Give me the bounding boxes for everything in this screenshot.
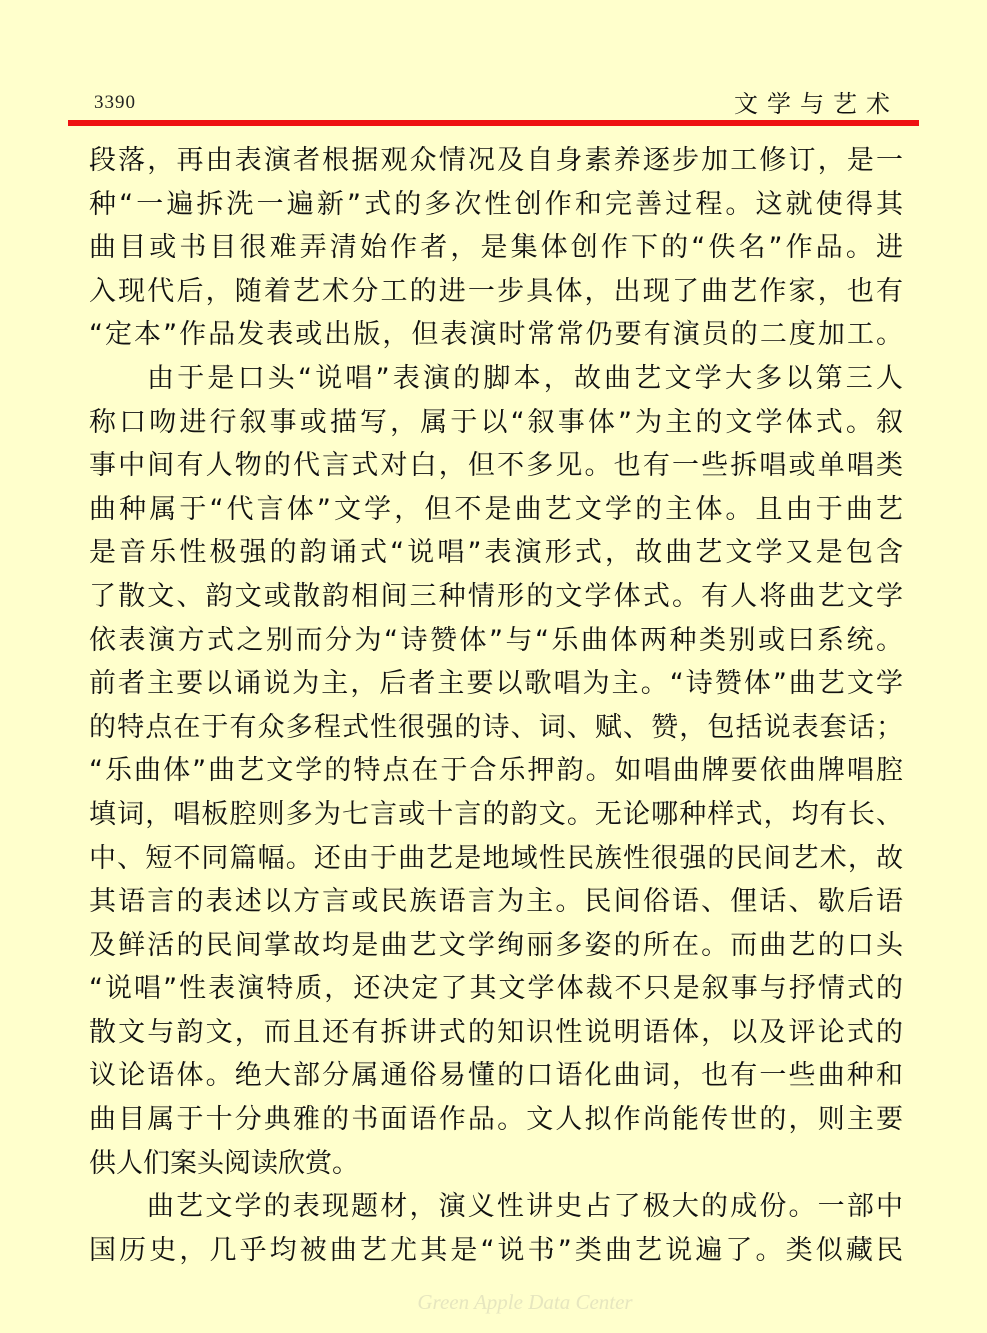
text-line: 散文与韵文，而且还有拆讲式的知识性说明语体，以及评论式的 [89,1016,903,1048]
text-line: 中、短不同篇幅。还由于曲艺是地域性民族性很强的民间艺术，故 [89,842,903,874]
page-number: 3390 [94,92,136,113]
text-line: “乐曲体”曲艺文学的特点在于合乐押韵。如唱曲牌要依曲牌唱腔 [89,755,903,787]
watermark: Green Apple Data Center [417,1290,633,1314]
text-line: 是音乐性极强的韵诵式“说唱”表演形式，故曲艺文学又是包含 [89,537,903,569]
text-line: 议论语体。绝大部分属通俗易懂的口语化曲词，也有一些曲种和 [89,1060,903,1092]
running-head: 文学与艺术 [734,90,899,118]
text-line: 曲目或书目很难弄清始作者，是集体创作下的“佚名”作品。进 [89,232,903,264]
text-line: 称口吻进行叙事或描写，属于以“叙事体”为主的文学体式。叙 [89,406,903,438]
text-line: 及鲜活的民间掌故均是曲艺文学绚丽多姿的所在。而曲艺的口头 [89,929,903,961]
text-line: 供人们案头阅读欣赏。 [89,1147,359,1179]
text-line: 入现代后，随着艺术分工的进一步具体，出现了曲艺作家，也有 [89,275,903,307]
body-text [89,139,903,1272]
text-line: 曲种属于“代言体”文学，但不是曲艺文学的主体。且由于曲艺 [89,493,903,525]
text-line: 国历史，几乎均被曲艺尤其是“说书”类曲艺说遍了。类似藏民 [89,1234,903,1266]
text-line: 依表演方式之别而分为“诗赞体”与“乐曲体两种类别或曰系统。 [89,624,903,656]
text-line: 种“一遍拆洗一遍新”式的多次性创作和完善过程。这就使得其 [89,188,903,220]
header-rule [68,120,919,126]
text-line: 段落，再由表演者根据观众情况及自身素养逐步加工修订，是一 [89,145,903,176]
text-line: 事中间有人物的代言式对白，但不多见。也有一些拆唱或单唱类 [89,450,903,482]
text-line: 的特点在于有众多程式性很强的诗、词、赋、赞，包括说表套话； [89,711,903,743]
text-line: 曲目属于十分典雅的书面语作品。文人拟作尚能传世的，则主要 [89,1104,903,1136]
text-line: 由于是口头“说唱”表演的脚本，故曲艺文学大多以第三人 [147,362,903,394]
text-line: “说唱”性表演特质，还决定了其文学体裁不只是叙事与抒情式的 [89,973,903,1005]
text-line: 其语言的表述以方言或民族语言为主。民间俗语、俚话、歇后语 [89,886,903,918]
text-line: “定本”作品发表或出版，但表演时常常仍要有演员的二度加工。 [89,319,903,351]
text-line: 前者主要以诵说为主，后者主要以歌唱为主。“诗赞体”曲艺文学 [89,668,903,700]
text-line: 曲艺文学的表现题材，演义性讲史占了极大的成份。一部中 [147,1191,903,1223]
text-line: 填词，唱板腔则多为七言或十言的韵文。无论哪种样式，均有长、 [89,798,903,830]
text-line: 了散文、韵文或散韵相间三种情形的文学体式。有人将曲艺文学 [89,580,903,612]
